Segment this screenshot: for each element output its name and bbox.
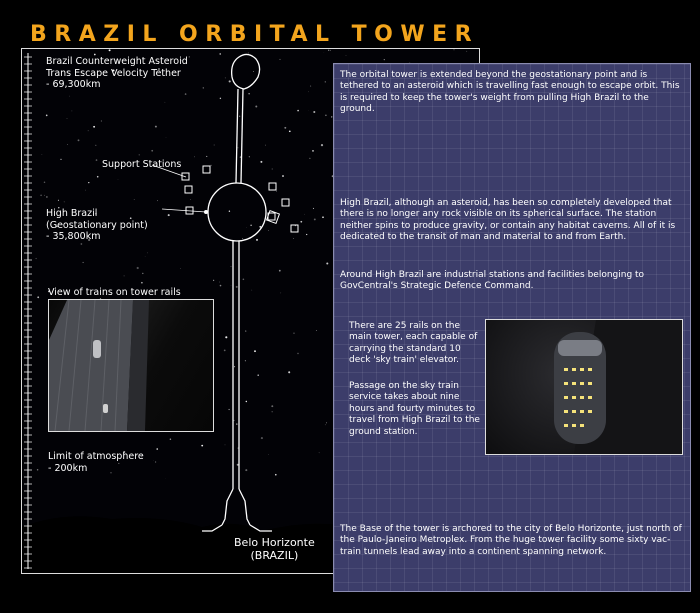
star bbox=[37, 469, 39, 471]
star bbox=[220, 285, 222, 287]
star bbox=[40, 194, 42, 196]
star bbox=[155, 126, 157, 128]
panel-paragraph-tether: The orbital tower is extended beyond the geostationary point and is tethered to an asteroid which is travelling fast enough to escape orbit. This is required to keep the tower's weight from pulling High Brazil to the ground. bbox=[340, 70, 680, 115]
high-brazil-station bbox=[208, 183, 266, 241]
star bbox=[256, 239, 258, 241]
star bbox=[300, 221, 302, 223]
star bbox=[308, 92, 309, 93]
star bbox=[322, 216, 324, 218]
star bbox=[253, 71, 254, 72]
star bbox=[214, 144, 215, 145]
star bbox=[137, 267, 139, 269]
star bbox=[224, 350, 226, 352]
star bbox=[261, 437, 263, 439]
star bbox=[245, 360, 246, 361]
star bbox=[272, 411, 273, 412]
star bbox=[309, 158, 310, 159]
star bbox=[304, 214, 305, 215]
star bbox=[46, 115, 48, 117]
star bbox=[245, 330, 246, 331]
star bbox=[93, 126, 95, 128]
star bbox=[201, 445, 203, 447]
star bbox=[210, 165, 211, 166]
star bbox=[265, 145, 266, 146]
star bbox=[249, 156, 250, 157]
panel-paragraph-passage: Passage on the sky train service takes about nine hours and fourty minutes to travel from High Brazil to the ground station. bbox=[349, 381, 480, 437]
star bbox=[231, 266, 232, 267]
star bbox=[142, 273, 143, 274]
star bbox=[280, 293, 281, 294]
star bbox=[190, 199, 191, 200]
high-brazil-label: High Brazil (Geostationary point) - 35,800km bbox=[46, 208, 148, 242]
star bbox=[35, 258, 36, 259]
star bbox=[272, 168, 273, 169]
star bbox=[189, 56, 190, 57]
star bbox=[236, 286, 238, 288]
star bbox=[64, 201, 65, 202]
star bbox=[252, 290, 253, 291]
star bbox=[268, 230, 269, 231]
star bbox=[234, 366, 235, 367]
star bbox=[88, 182, 89, 183]
star bbox=[225, 78, 226, 79]
atmosphere-label: Limit of atmosphere - 200km bbox=[48, 451, 144, 474]
panel-paragraph-base: The Base of the tower is archored to the city of Belo Horizonte, just north of the Paulo-Janeiro Metroplex. From the huge tower facility some sixty vac-train tunnels lead away into a continent spanning network. bbox=[340, 524, 682, 557]
high-brazil-leader-line bbox=[162, 209, 206, 212]
star bbox=[260, 161, 262, 163]
star bbox=[243, 278, 245, 280]
counterweight-asteroid bbox=[232, 54, 260, 89]
star bbox=[297, 353, 298, 354]
star bbox=[168, 214, 170, 216]
star bbox=[239, 116, 240, 117]
star bbox=[238, 148, 239, 149]
star bbox=[203, 87, 204, 88]
star bbox=[314, 218, 316, 220]
star bbox=[157, 200, 158, 201]
star bbox=[180, 268, 181, 269]
star bbox=[310, 86, 311, 87]
star bbox=[109, 49, 111, 51]
star bbox=[155, 461, 156, 462]
star bbox=[101, 121, 102, 122]
star bbox=[316, 330, 317, 331]
star bbox=[147, 253, 148, 254]
star bbox=[83, 262, 84, 263]
star bbox=[254, 350, 256, 352]
star bbox=[225, 445, 226, 446]
star bbox=[85, 190, 86, 191]
trains-view-label: View of trains on tower rails bbox=[48, 287, 181, 298]
page-title: BRAZIL ORBITAL TOWER bbox=[30, 22, 480, 47]
tower-rails-image bbox=[48, 299, 214, 432]
star bbox=[280, 59, 281, 60]
star bbox=[325, 114, 327, 116]
star bbox=[306, 234, 307, 235]
star bbox=[67, 144, 68, 145]
star bbox=[139, 154, 140, 155]
star bbox=[206, 156, 207, 157]
support-stations-label: Support Stations bbox=[102, 159, 182, 170]
star bbox=[95, 145, 96, 146]
star bbox=[384, 59, 385, 60]
star bbox=[229, 211, 230, 212]
star bbox=[156, 448, 158, 450]
star bbox=[250, 225, 251, 226]
star bbox=[312, 150, 314, 152]
panel-paragraph-rails: There are 25 rails on the main tower, each capable of carrying the standard 10 deck 'sky train' elevator. bbox=[349, 321, 478, 366]
star bbox=[124, 275, 125, 276]
star bbox=[194, 156, 195, 157]
asteroid-label: Brazil Counterweight Asteroid Trans Escape Velocity Tether - 69,300km bbox=[46, 56, 188, 90]
panel-paragraph-defence: Around High Brazil are industrial stations and facilities belonging to GovCentral's Strategic Defence Command. bbox=[340, 270, 645, 292]
star bbox=[313, 111, 315, 113]
star bbox=[255, 106, 257, 108]
star bbox=[134, 199, 135, 200]
star bbox=[297, 110, 299, 112]
star bbox=[242, 238, 243, 239]
panel-paragraph-high-brazil: High Brazil, although an asteroid, has been so completely developed that there is no longer any rock visible on its spherical surface. The station neither spins to produce gravity, or contain any habitat caverns. All of it is dedicated to the transit of man and material to and from Earth. bbox=[340, 198, 676, 243]
star bbox=[213, 280, 214, 281]
star bbox=[236, 423, 237, 424]
star bbox=[319, 453, 320, 454]
star bbox=[271, 405, 273, 407]
star bbox=[248, 93, 249, 94]
star bbox=[170, 439, 171, 440]
info-panel bbox=[333, 63, 691, 592]
star bbox=[78, 139, 80, 141]
star bbox=[228, 409, 229, 410]
star bbox=[67, 118, 68, 119]
star bbox=[321, 144, 323, 146]
star bbox=[37, 296, 39, 298]
star bbox=[88, 130, 89, 131]
star bbox=[185, 93, 187, 95]
star bbox=[293, 238, 294, 239]
star bbox=[46, 196, 47, 197]
support-stations bbox=[182, 166, 298, 232]
belo-horizonte-label: Belo Horizonte (BRAZIL) bbox=[234, 536, 315, 562]
star bbox=[346, 55, 347, 56]
star bbox=[454, 49, 455, 50]
star bbox=[467, 51, 468, 52]
star bbox=[97, 176, 99, 178]
star bbox=[257, 374, 258, 375]
star bbox=[248, 53, 249, 54]
star bbox=[219, 53, 220, 54]
star bbox=[229, 80, 231, 82]
star bbox=[279, 270, 281, 272]
star bbox=[42, 154, 43, 155]
star bbox=[246, 401, 247, 402]
star bbox=[282, 175, 284, 177]
star bbox=[325, 81, 326, 82]
star bbox=[293, 333, 294, 334]
star bbox=[326, 422, 327, 423]
star bbox=[276, 191, 277, 192]
star bbox=[220, 98, 221, 99]
star bbox=[44, 181, 46, 183]
star bbox=[69, 96, 70, 97]
star bbox=[268, 454, 269, 455]
star bbox=[330, 50, 331, 51]
star bbox=[225, 336, 227, 338]
star bbox=[326, 262, 328, 264]
star bbox=[145, 256, 146, 257]
star bbox=[313, 208, 314, 209]
star bbox=[96, 159, 98, 161]
star bbox=[151, 150, 153, 152]
star bbox=[141, 282, 143, 284]
star bbox=[328, 50, 329, 51]
star bbox=[72, 111, 73, 112]
star bbox=[60, 159, 61, 160]
star bbox=[81, 243, 83, 245]
sky-train-image bbox=[485, 319, 683, 455]
star bbox=[165, 102, 166, 103]
star bbox=[325, 424, 326, 425]
star bbox=[219, 282, 220, 283]
star bbox=[284, 127, 286, 129]
star bbox=[58, 200, 59, 201]
star bbox=[44, 195, 45, 196]
star bbox=[289, 130, 291, 132]
star bbox=[288, 371, 290, 373]
